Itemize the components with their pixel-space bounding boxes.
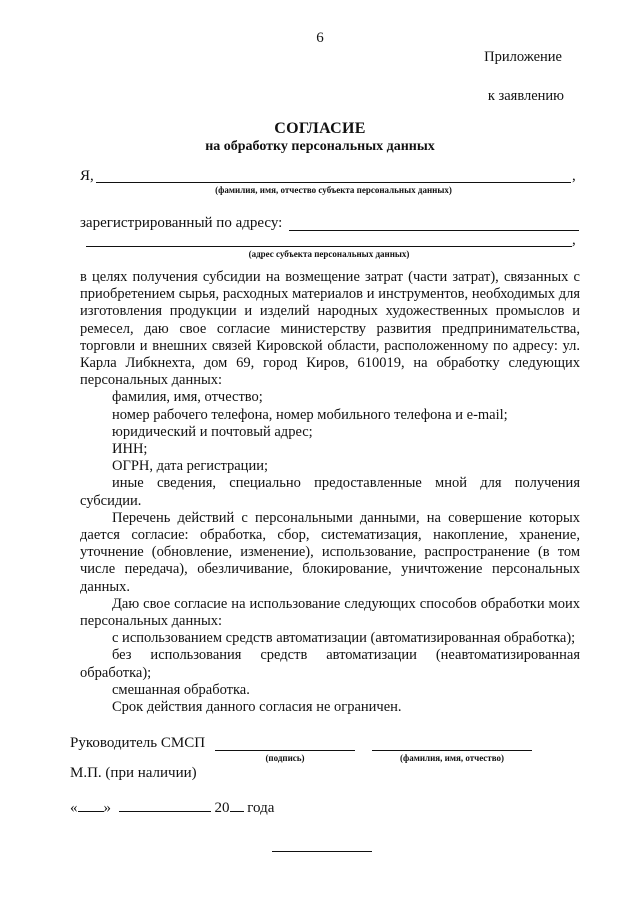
method-item: без использования средств автоматизации (неавтоматизированная обработка); <box>80 647 580 681</box>
signature-caption: (подпись) <box>265 753 305 763</box>
address-label: зарегистрированный по адресу: <box>80 215 283 231</box>
subject-prefix: Я, <box>80 168 94 184</box>
validity-paragraph: Срок действия данного согласия не ограничен. <box>112 699 402 716</box>
address-field-1[interactable] <box>289 230 579 231</box>
signature-field[interactable] <box>215 750 355 751</box>
appendix-ref: к заявлению <box>487 88 564 104</box>
data-item: юридический и почтовый адрес; <box>112 423 313 440</box>
document-title: СОГЛАСИЕ <box>274 120 366 137</box>
footer-divider <box>272 851 372 852</box>
date-close-quote: » <box>103 800 111 816</box>
date-year-field[interactable] <box>230 797 244 812</box>
signer-name-field[interactable] <box>372 750 532 751</box>
data-item: ИНН; <box>112 441 148 458</box>
page-number: 6 <box>316 30 324 46</box>
data-item: иные сведения, специально предоставленные мной для получения субсидии. <box>80 475 580 509</box>
date-year-suffix: года <box>247 800 275 816</box>
purpose-paragraph: в целях получения субсидии на возмещение затрат (части затрат), связанных с приобретением сырья, расходных материалов и инструментов, необходимых для изготовления продукции и изделий народных художественных промыслов и ремесел, даю свое согласие министерству развития предпринимательства, торговли и внешних связей Кировской области, расположенному по адресу: ул. Карла Либкнехта, дом 69, город Киров, 610019, на обработку следующих персональных данных: <box>80 269 580 389</box>
method-item: смешанная обработка. <box>112 681 250 698</box>
data-item: ОГРН, дата регистрации; <box>112 458 268 475</box>
signer-name-caption: (фамилия, имя, отчество) <box>399 753 505 763</box>
document-subtitle: на обработку персональных данных <box>205 139 435 154</box>
subject-name-field[interactable] <box>96 182 571 183</box>
subject-caption: (фамилия, имя, отчество субъекта персональных данных) <box>215 185 452 195</box>
date-month-field[interactable] <box>119 797 211 812</box>
date-year-prefix: 20 <box>214 800 230 816</box>
date-row <box>70 797 274 817</box>
address-field-2[interactable] <box>86 246 572 247</box>
subject-suffix: , <box>572 168 576 184</box>
actions-paragraph: Перечень действий с персональными данными, на совершение которых дается согласие: обработка, сбор, систематизация, накопление, хранение, уточнение (обновление, изменение), использование, распространение (в том числе передача), обезличивание, блокирование, уничтожение персональных данных. <box>80 509 580 595</box>
date-day-field[interactable] <box>78 797 104 812</box>
signature-label: Руководитель СМСП <box>70 735 206 751</box>
date-open-quote: « <box>70 800 78 816</box>
data-item: фамилия, имя, отчество; <box>112 389 263 406</box>
data-item: номер рабочего телефона, номер мобильного телефона и e-mail; <box>112 406 508 423</box>
stamp-label: М.П. (при наличии) <box>70 765 197 781</box>
address-suffix: , <box>572 232 576 248</box>
methods-paragraph: Даю свое согласие на использование следующих способов обработки моих персональных данных: <box>80 595 580 630</box>
method-item: с использованием средств автоматизации (автоматизированная обработка); <box>112 630 576 647</box>
appendix-label: Приложение <box>484 49 562 65</box>
consent-body <box>80 269 580 716</box>
address-caption: (адрес субъекта персональных данных) <box>248 249 410 259</box>
